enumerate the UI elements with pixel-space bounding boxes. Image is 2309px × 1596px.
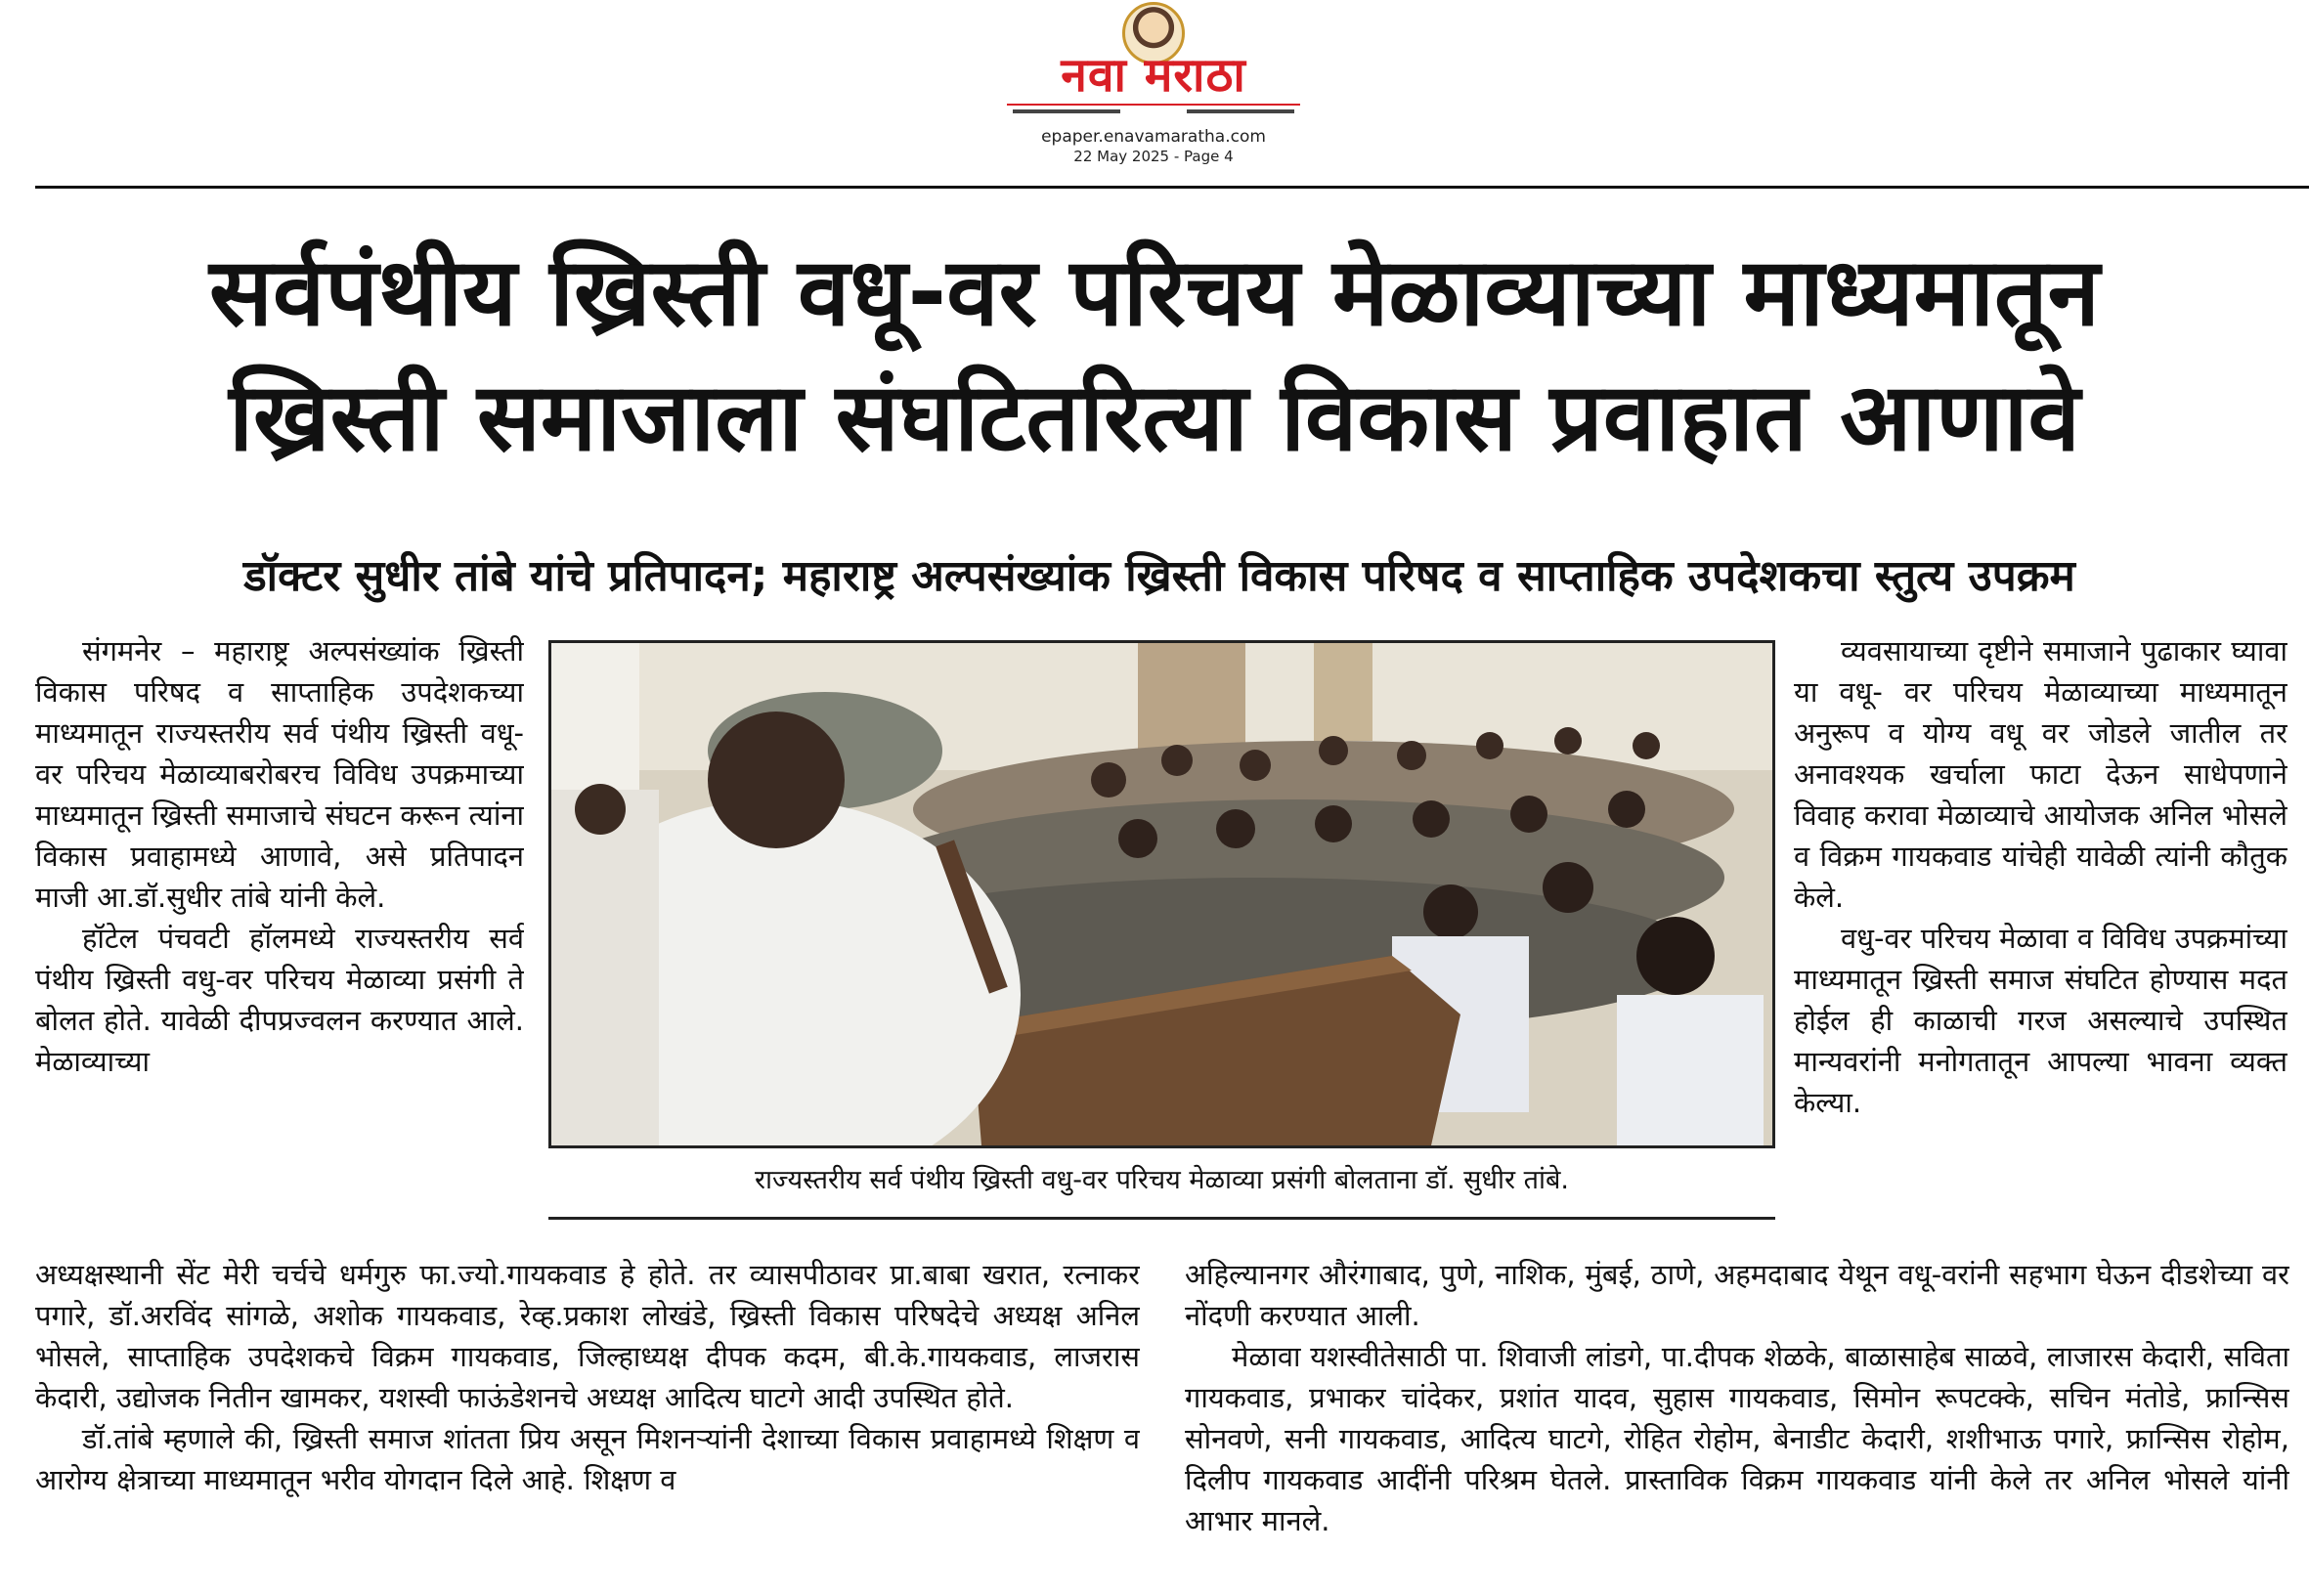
headline-line-1: सर्वपंथीय ख्रिस्ती वधू-वर परिचय मेळाव्याच्या माध्यमातून — [209, 237, 2100, 347]
right-column — [1794, 630, 2287, 1246]
subheadline: डॉक्टर सुधीर तांबे यांचे प्रतिपादन; महाराष्ट्र अल्पसंख्यांक ख्रिस्ती विकास परिषद व साप्ताहिक उपदेशकचा स्तुत्य उपक्रम — [243, 551, 2075, 601]
newspaper-logo — [1007, 2, 1300, 124]
paragraph: डॉ.तांबे म्हणाले की, ख्रिस्ती समाज शांतता प्रिय असून मिशनऱ्यांनी देशाच्या विकास प्रवाहामध्ये शिक्षण व आरोग्य क्षेत्राच्या माध्यमातून भरीव योगदान दिले आहे. शिक्षण व — [35, 1422, 1140, 1496]
paragraph: वधु-वर परिचय मेळावा व विविध उपक्रमांच्या माध्यमातून ख्रिस्ती समाज संघटित होण्यास मदत होईल ही काळाची गरज असल्याचे उपस्थित मान्यवरांनी मनोगतातून आपल्या भावना व्यक्त केल्या. — [1794, 922, 2287, 1119]
issue-date-page: 22 May 2025 - Page 4 — [1073, 148, 1234, 165]
photo-caption: राज्यस्तरीय सर्व पंथीय ख्रिस्ती वधु-वर परिचय मेळाव्या प्रसंगी बोलताना डॉ. सुधीर तांबे. — [755, 1165, 1569, 1195]
masthead-rule — [35, 186, 2309, 189]
event-photo-image — [551, 643, 1772, 1145]
epaper-site: epaper.enavamaratha.com — [1041, 127, 1266, 147]
paragraph: हॉटेल पंचवटी हॉलमध्ये राज्यस्तरीय सर्व पंथीय ख्रिस्ती वधु-वर परिचय मेळाव्या प्रसंगी ते बोलत होते. यावेळी दीपप्रज्वलन करण्यात आले. मेळाव्याच्या — [35, 922, 524, 1078]
masthead — [0, 0, 2309, 186]
paragraph: अहिल्यानगर औरंगाबाद, पुणे, नाशिक, मुंबई, ठाणे, अहमदाबाद येथून वधू-वरांनी सहभाग घेऊन दीडशेच्या वर नोंदणी करण्यात आली. — [1185, 1258, 2289, 1332]
paragraph: व्यवसायाच्या दृष्टीने समाजाने पुढाकार घ्यावा या वधू- वर परिचय मेळाव्याच्या माध्यमातून अनुरूप व योग्य वधू वर जोडले जातील तर अनावश्यक खर्चाला फाटा देऊन साधेपणाने विवाह करावा मेळाव्याचे आयोजक अनिल भोसले व विक्रम गायकवाड यांचेही यावेळी त्यांनी कौतुक केले. — [1794, 634, 2287, 914]
bottom-left-column — [35, 1254, 1140, 1596]
bottom-right-column — [1185, 1254, 2289, 1596]
caption-rule — [548, 1217, 1775, 1220]
headline-line-2: ख्रिस्ती समाजाला संघटितरित्या विकास प्रवाहात आणावे — [229, 363, 2080, 472]
logo-text: नवा मराठा — [1061, 48, 1246, 103]
paragraph: अध्यक्षस्थानी सेंट मेरी चर्चचे धर्मगुरु फा.ज्यो.गायकवाड हे होते. तर व्यासपीठावर प्रा.बाबा खरात, रत्नाकर पगारे, डॉ.अरविंद सांगळे, अशोक गायकवाड, रेव्ह.प्रकाश लोखंडे, ख्रिस्ती विकास परिषदेचे अध्यक्ष अनिल भोसले, साप्ताहिक उपदेशकचे विक्रम गायकवाड, जिल्हाध्यक्ष दीपक कदम, बी.के.गायकवाड, लाजरास केदारी, उद्योजक नितीन खामकर, यशस्वी फाऊंडेशनचे अध्यक्ष आदित्य घाटगे आदी उपस्थित होते. — [35, 1258, 1140, 1414]
logo-tagline-strip — [1007, 104, 1300, 117]
paragraph: मेळावा यशस्वीतेसाठी पा. शिवाजी लांडगे, पा.दीपक शेळके, बाळासाहेब साळवे, लाजारस केदारी, सविता गायकवाड, प्रभाकर चांदेकर, प्रशांत यादव, सुहास गायकवाड, सिमोन रूपटक्के, सचिन मंतोडे, फ्रान्सिस सोनवणे, सनी गायकवाड, आदित्य घाटगे, रोहित रोहोम, बेनाडीट केदारी, शशीभाऊ पगारे, फ्रान्सिस रोहोम, दिलीप गायकवाड आदींनी परिश्रम घेतले. प्रास्ताविक विक्रम गायकवाड यांनी केले तर अनिल भोसले यांनी आभार मानले. — [1185, 1340, 2289, 1537]
left-column — [35, 630, 524, 1256]
event-photo — [548, 640, 1775, 1148]
paragraph: संगमनेर – महाराष्ट्र अल्पसंख्यांक ख्रिस्ती विकास परिषद व साप्ताहिक उपदेशकच्या माध्यमातून राज्यस्तरीय सर्व पंथीय ख्रिस्ती वधू-वर परिचय मेळाव्याबरोबरच विविध उपक्रमाच्या माध्यमातून ख्रिस्ती समाजाचे संघटन करून त्यांना विकास प्रवाहामध्ये आणावे, असे प्रतिपादन माजी आ.डॉ.सुधीर तांबे यांनी केले. — [35, 634, 524, 914]
